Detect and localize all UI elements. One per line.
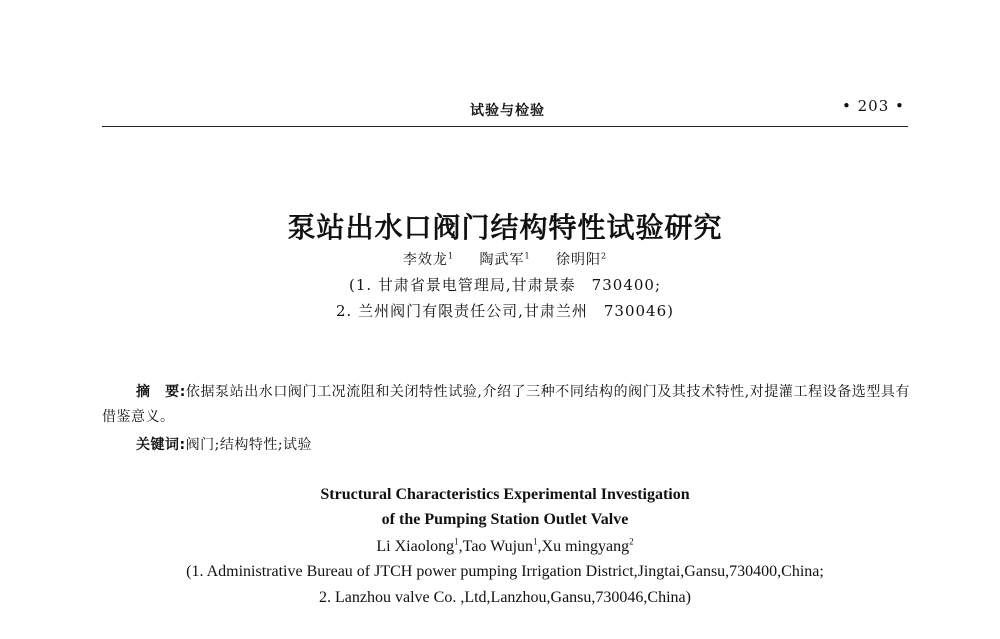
author-name: 陶武军 xyxy=(479,252,525,268)
author-affiliation-mark: 1 xyxy=(447,251,454,261)
article-title-cn: 泵站出水口阀门结构特性试验研究 xyxy=(287,211,723,244)
article-title-en-line-1: Structural Characteristics Experimental Investigation xyxy=(320,486,690,503)
abstract-label: 摘 要: xyxy=(136,384,186,400)
author-name: Tao Wujun xyxy=(462,538,534,556)
author-en xyxy=(463,538,542,555)
author-separator: , xyxy=(537,538,542,556)
author-affiliation-mark: 1 xyxy=(454,537,459,547)
author-separator: , xyxy=(458,538,463,556)
author-affiliation-mark: 1 xyxy=(524,251,531,261)
affiliation-cn-2: 2. 兰州阀门有限责任公司,甘肃兰州 730046) xyxy=(336,302,674,320)
author-name: 徐明阳 xyxy=(556,252,601,268)
abstract xyxy=(102,380,910,430)
author-affiliation-mark: 2 xyxy=(629,537,634,547)
author-cn xyxy=(479,252,530,268)
affiliation-en-2: 2. Lanzhou valve Co. ,Ltd,Lanzhou,Gansu,730046,China) xyxy=(319,589,691,606)
author-affiliation-mark: 1 xyxy=(533,537,538,547)
author-name: Li Xiaolong xyxy=(376,538,455,556)
section-title: 试验与检验 xyxy=(470,103,545,119)
author-cn xyxy=(403,252,454,268)
keywords-text: 阀门;结构特性;试验 xyxy=(185,437,313,453)
affiliation-en-1: (1. Administrative Bureau of JTCH power pumping Irrigation District,Jingtai,Gansu,730400,China; xyxy=(186,563,824,580)
header-rule xyxy=(102,126,908,127)
author-name: 李效龙 xyxy=(402,252,448,268)
abstract-text: 依据泵站出水口阀门工况流阻和关闭特性试验,介绍了三种不同结构的阀门及其技术特性,对提灌工程设备选型具有借鉴意义。 xyxy=(102,384,910,425)
author-cn xyxy=(556,252,607,268)
authors-cn xyxy=(0,249,1000,269)
keywords xyxy=(136,434,312,454)
authors-en xyxy=(0,537,1000,556)
page-number: • 203 • xyxy=(842,97,905,115)
keywords-label: 关键词: xyxy=(136,437,186,453)
affiliation-cn-1: (1. 甘肃省景电管理局,甘肃景泰 730400; xyxy=(348,276,661,294)
article-title-en-line-2: of the Pumping Station Outlet Valve xyxy=(381,511,629,528)
author-en xyxy=(376,538,462,555)
author-name: Xu mingyang xyxy=(541,538,630,556)
author-affiliation-mark: 2 xyxy=(601,251,608,261)
author-en xyxy=(542,538,634,555)
